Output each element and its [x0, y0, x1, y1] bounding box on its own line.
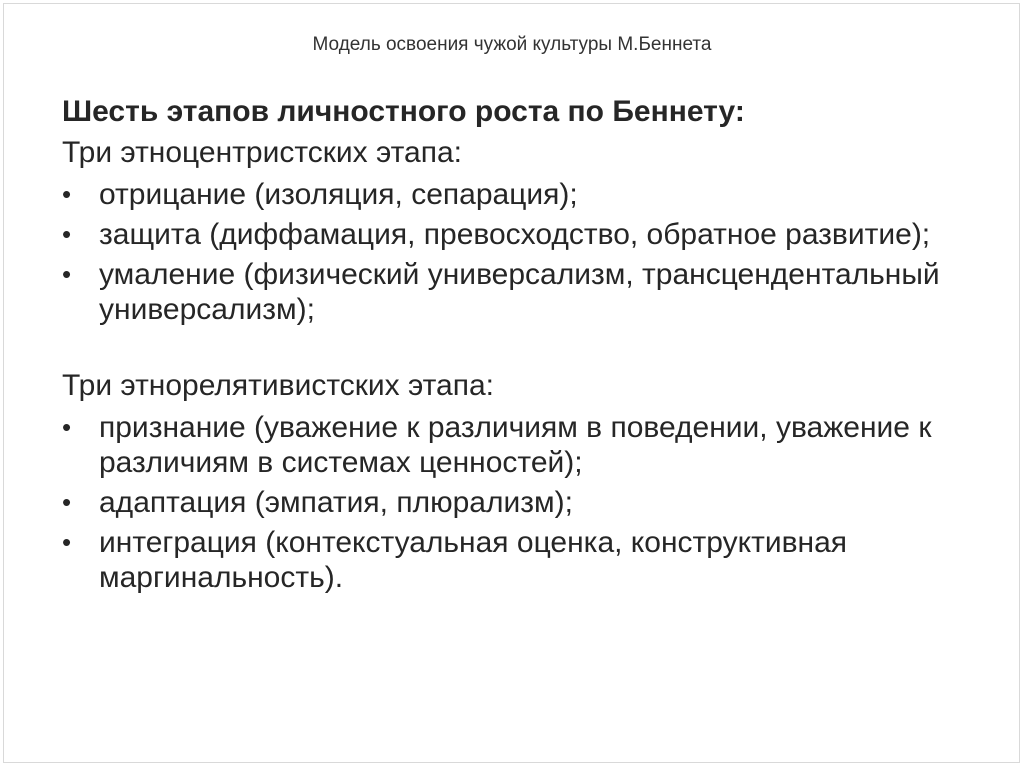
list-item-text: умаление (физический универсализм, трансцендентальный универсализм);	[99, 258, 940, 326]
list-item	[62, 485, 962, 520]
list-item-text: адаптация (эмпатия, плюрализм);	[99, 486, 573, 519]
bullet-icon: •	[62, 219, 72, 249]
slide-content	[62, 90, 962, 595]
ethnocentric-group	[62, 134, 962, 327]
list-item-text: отрицание (изоляция, сепарация);	[99, 178, 578, 211]
bullet-icon: •	[62, 259, 72, 289]
bullet-icon: •	[62, 527, 72, 557]
slide-heading: Шесть этапов личностного роста по Беннету:	[62, 95, 745, 128]
group-label: Три этноцентристских этапа:	[62, 136, 462, 169]
list-item	[62, 177, 962, 212]
bullet-icon: •	[62, 412, 72, 442]
list-item-text: признание (уважение к различиям в поведении, уважение к различиям в системах ценностей);	[99, 411, 932, 479]
ethnorelativist-group	[62, 367, 962, 595]
list-item	[62, 217, 962, 252]
bullet-icon: •	[62, 487, 72, 517]
list-item	[62, 257, 962, 327]
list-item-text: интеграция (контекстуальная оценка, конструктивная маргинальность).	[99, 526, 848, 594]
group-label: Три этнорелятивистских этапа:	[62, 369, 494, 402]
slide-title: Модель освоения чужой культуры М.Беннета	[312, 34, 712, 55]
bullet-icon: •	[62, 179, 72, 209]
bullet-list	[62, 177, 962, 327]
list-item	[62, 525, 962, 595]
bullet-list	[62, 410, 962, 595]
list-item	[62, 410, 962, 480]
list-item-text: защита (диффамация, превосходство, обратное развитие);	[99, 218, 931, 251]
